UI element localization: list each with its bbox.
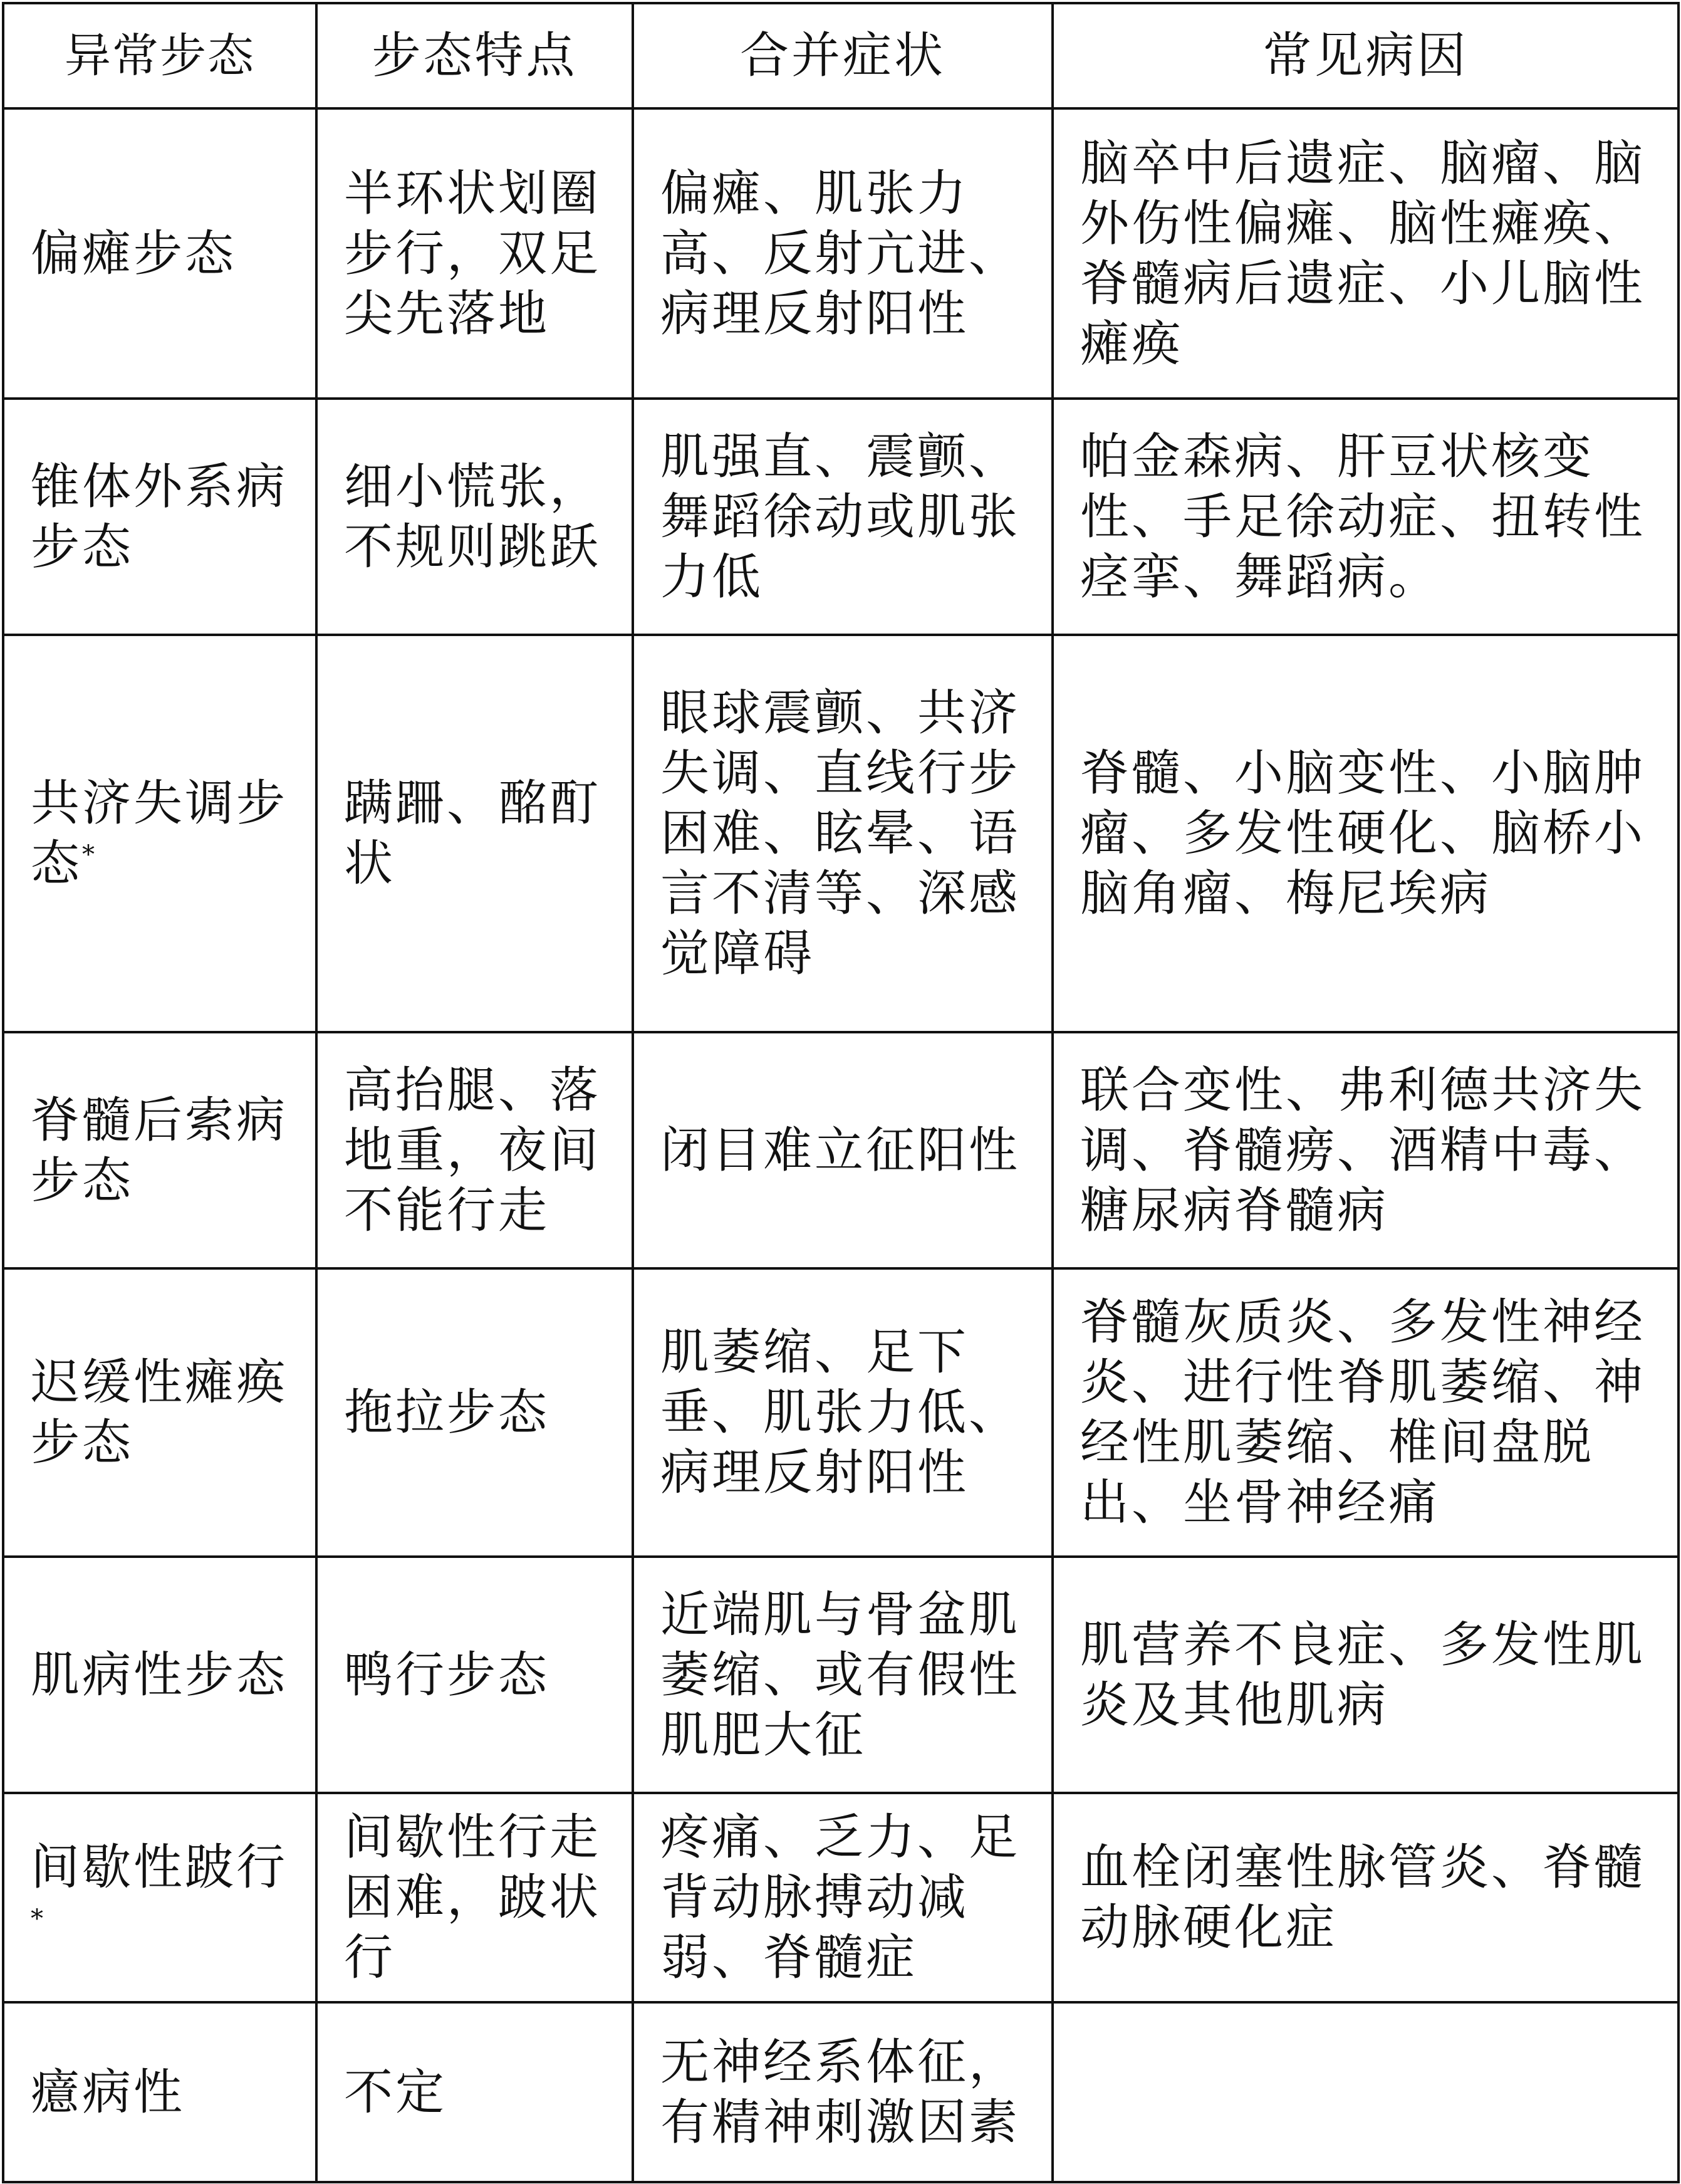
table-row (3, 1032, 1678, 1268)
symptoms-cell: 肌萎缩、足下垂、肌张力低、病理反射阳性 (633, 1268, 1053, 1557)
gait-name-cell (3, 108, 316, 399)
table-row (3, 635, 1678, 1032)
header-gait-features: 步态特点 (316, 3, 633, 108)
table-header-row (3, 3, 1678, 108)
gait-features-cell: 半环状划圈步行，双足尖先落地 (316, 108, 633, 399)
causes-cell: 联合变性、弗利德共济失调、脊髓痨、酒精中毒、糖尿病脊髓病 (1053, 1032, 1678, 1268)
symptoms-cell: 近端肌与骨盆肌萎缩、或有假性肌肥大征 (633, 1557, 1053, 1793)
header-common-causes: 常见病因 (1053, 3, 1678, 108)
gait-name: 共济失调步态 (31, 775, 288, 892)
gait-name-cell (3, 399, 316, 635)
gait-features-cell: 蹒跚、酩酊状 (316, 635, 633, 1032)
gait-name-cell (3, 1032, 316, 1268)
gait-name-cell (3, 2002, 316, 2182)
causes-cell: 帕金森病、肝豆状核变性、手足徐动症、扭转性痉挛、舞蹈病。 (1053, 399, 1678, 635)
footnote-marker: * (82, 840, 95, 869)
gait-features-cell: 细小慌张，不规则跳跃 (316, 399, 633, 635)
header-abnormal-gait: 异常步态 (3, 3, 316, 108)
symptoms-cell: 偏瘫、肌张力高、反射亢进、病理反射阳性 (633, 108, 1053, 399)
symptoms-cell: 疼痛、乏力、足背动脉搏动减弱、脊髓症 (633, 1793, 1053, 2002)
table-row (3, 108, 1678, 399)
gait-name: 间歇性跛行 (31, 1839, 288, 1896)
gait-name: 癔病性 (31, 2064, 185, 2121)
causes-cell: 血栓闭塞性脉管炎、脊髓动脉硬化症 (1053, 1793, 1678, 2002)
table-row (3, 1793, 1678, 2002)
table-row (3, 2002, 1678, 2182)
gait-name-cell (3, 1557, 316, 1793)
table-row (3, 399, 1678, 635)
gait-name-cell (3, 635, 316, 1032)
gait-name-cell (3, 1793, 316, 2002)
gait-name-cell (3, 1268, 316, 1557)
symptoms-cell: 眼球震颤、共济失调、直线行步困难、眩晕、语言不清等、深感觉障碍 (633, 635, 1053, 1032)
gait-features-cell: 拖拉步态 (316, 1268, 633, 1557)
gait-name: 肌病性步态 (31, 1646, 288, 1703)
symptoms-cell: 闭目难立征阳性 (633, 1032, 1053, 1268)
gait-features-cell: 不定 (316, 2002, 633, 2182)
gait-features-cell: 高抬腿、落地重，夜间不能行走 (316, 1032, 633, 1268)
table-row (3, 1268, 1678, 1557)
table-row (3, 1557, 1678, 1793)
gait-name: 脊髓后索病步态 (31, 1092, 288, 1209)
header-concurrent-symptoms: 合并症状 (633, 3, 1053, 108)
gait-disorder-table (2, 2, 1680, 2183)
gait-features-cell: 鸭行步态 (316, 1557, 633, 1793)
symptoms-cell: 无神经系体征，有精神刺激因素 (633, 2002, 1053, 2182)
symptoms-cell: 肌强直、震颤、舞蹈徐动或肌张力低 (633, 399, 1053, 635)
footnote-marker: * (31, 1904, 43, 1933)
causes-cell (1053, 2002, 1678, 2182)
gait-name: 迟缓性瘫痪步态 (31, 1354, 288, 1471)
causes-cell: 脊髓灰质炎、多发性神经炎、进行性脊肌萎缩、神经性肌萎缩、椎间盘脱出、坐骨神经痛 (1053, 1268, 1678, 1557)
gait-name: 偏瘫步态 (31, 225, 237, 282)
causes-cell: 肌营养不良症、多发性肌炎及其他肌病 (1053, 1557, 1678, 1793)
gait-features-cell: 间歇性行走困难，跛状行 (316, 1793, 633, 2002)
causes-cell: 脊髓、小脑变性、小脑肿瘤、多发性硬化、脑桥小脑角瘤、梅尼埃病 (1053, 635, 1678, 1032)
gait-name: 锥体外系病步态 (31, 458, 288, 575)
causes-cell: 脑卒中后遗症、脑瘤、脑外伤性偏瘫、脑性瘫痪、脊髓病后遗症、小儿脑性瘫痪 (1053, 108, 1678, 399)
